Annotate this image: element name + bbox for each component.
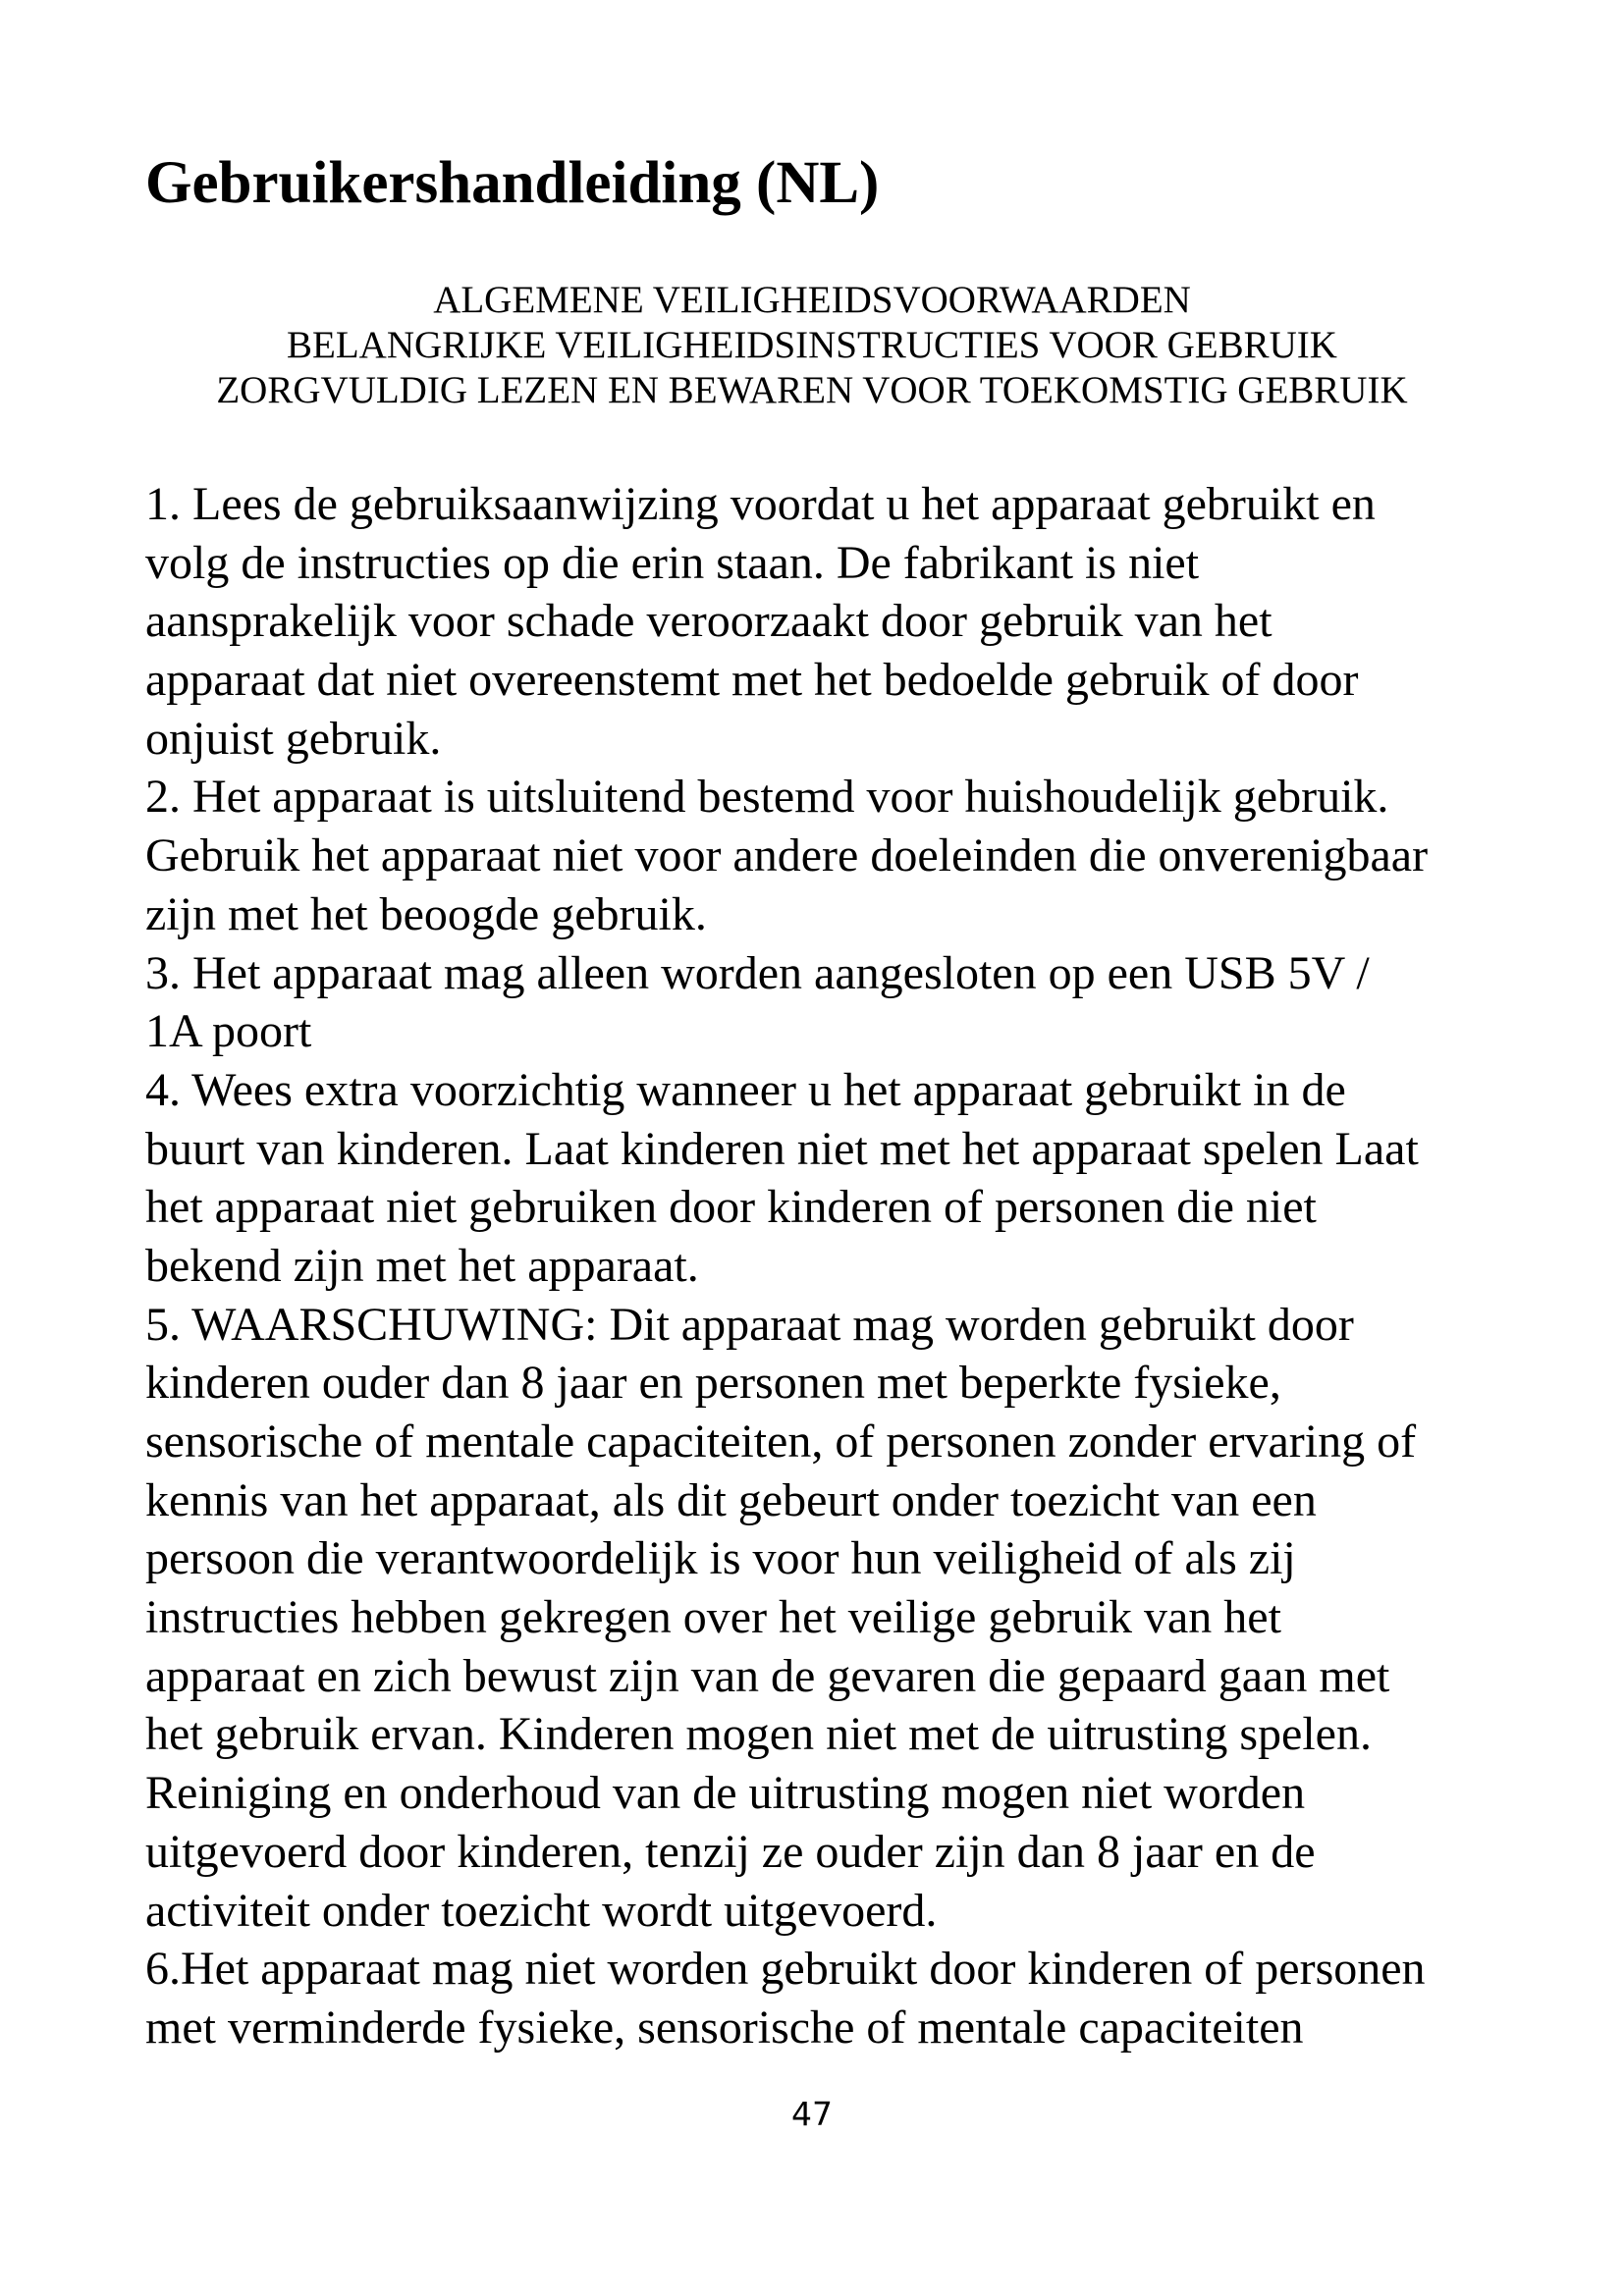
body-line: volg de instructies op die erin staan. De fabrikant is niet — [145, 536, 1200, 589]
body-line: Gebruik het apparaat niet voor andere doeleinden die onverenigbaar — [145, 829, 1429, 882]
page-title: Gebruikershandleiding (NL) — [145, 150, 880, 216]
instructions-body — [145, 475, 1559, 2057]
page-number: 47 — [791, 2095, 833, 2133]
body-line: 4. Wees extra voorzichtig wanneer u het apparaat gebruikt in de — [145, 1063, 1346, 1116]
heading-line: ALGEMENE VEILIGHEIDSVOORWAARDEN — [433, 279, 1191, 321]
body-line: 1. Lees de gebruiksaanwijzing voordat u het apparaat gebruikt en — [145, 478, 1376, 530]
body-line: uitgevoerd door kinderen, tenzij ze ouder zijn dan 8 jaar en de — [145, 1825, 1316, 1878]
body-line: 6.Het apparaat mag niet worden gebruikt door kinderen of personen — [145, 1943, 1426, 1996]
body-line: 3. Het apparaat mag alleen worden aangesloten op een USB 5V / — [145, 946, 1370, 999]
body-line: het apparaat niet gebruiken door kinderen of personen die niet — [145, 1181, 1317, 1234]
body-line: het gebruik ervan. Kinderen mogen niet met de uitrusting spelen. — [145, 1708, 1372, 1761]
heading-line: ZORGVULDIG LEZEN EN BEWAREN VOOR TOEKOMSTIG GEBRUIK — [216, 369, 1408, 411]
body-line: bekend zijn met het apparaat. — [145, 1239, 699, 1292]
body-line: apparaat dat niet overeenstemt met het bedoelde gebruik of door — [145, 654, 1359, 707]
body-line: 5. WAARSCHUWING: Dit apparaat mag worden gebruikt door — [145, 1298, 1354, 1351]
body-line: 1A poort — [145, 1005, 312, 1058]
body-line: activiteit onder toezicht wordt uitgevoerd. — [145, 1884, 938, 1937]
body-line: aansprakelijk voor schade veroorzaakt door gebruik van het — [145, 595, 1272, 648]
body-line: kennis van het apparaat, als dit gebeurt onder toezicht van een — [145, 1473, 1317, 1526]
body-line: sensorische of mentale capaciteiten, of personen zonder ervaring of — [145, 1415, 1417, 1468]
body-line: kinderen ouder dan 8 jaar en personen met beperkte fysieke, — [145, 1357, 1281, 1410]
body-line: zijn met het beoogde gebruik. — [145, 887, 707, 940]
body-line: Reiniging en onderhoud van de uitrusting mogen niet worden — [145, 1767, 1306, 1820]
body-line: met verminderde fysieke, sensorische of mentale capaciteiten — [145, 2001, 1304, 2054]
body-line: apparaat en zich bewust zijn van de gevaren die gepaard gaan met — [145, 1649, 1390, 1702]
body-line: instructies hebben gekregen over het veilige gebruik van het — [145, 1591, 1281, 1644]
body-line: buurt van kinderen. Laat kinderen niet met het apparaat spelen Laat — [145, 1122, 1419, 1175]
heading-line: BELANGRIJKE VEILIGHEIDSINSTRUCTIES VOOR GEBRUIK — [287, 324, 1337, 366]
body-line: 2. Het apparaat is uitsluitend bestemd voor huishoudelijk gebruik. — [145, 771, 1389, 824]
body-line: onjuist gebruik. — [145, 712, 442, 765]
safety-heading-block — [0, 278, 1624, 413]
body-line: persoon die verantwoordelijk is voor hun veiligheid of als zij — [145, 1532, 1296, 1585]
